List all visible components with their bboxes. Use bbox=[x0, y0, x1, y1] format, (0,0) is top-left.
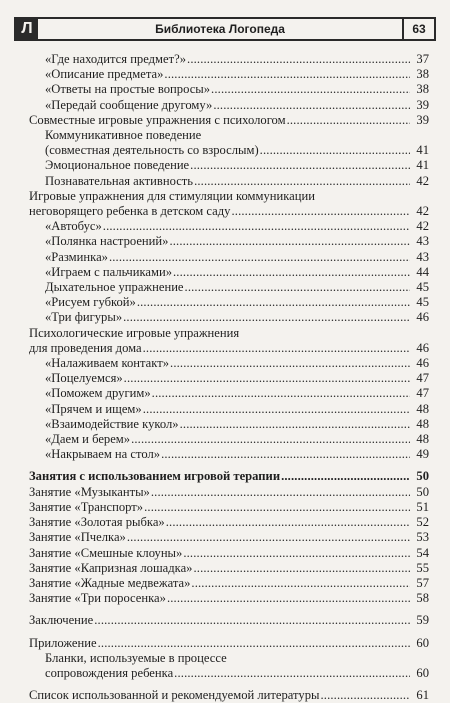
dot-leader bbox=[193, 561, 410, 576]
toc-entry-page: 42 bbox=[416, 173, 429, 188]
toc-entry-title: Познавательная активность bbox=[45, 173, 194, 188]
dot-leader bbox=[143, 341, 410, 356]
dot-leader bbox=[194, 174, 410, 189]
dot-leader bbox=[281, 469, 410, 484]
page-number: 63 bbox=[402, 19, 434, 39]
toc-entry-page: 41 bbox=[416, 158, 429, 173]
toc-entry-title: Эмоциональное поведение bbox=[45, 158, 190, 173]
dot-leader bbox=[127, 530, 410, 545]
toc-gap bbox=[29, 606, 429, 613]
toc-entry-title: Дыхательное упражнение bbox=[45, 280, 184, 295]
toc-entry-page: 58 bbox=[416, 591, 429, 606]
dot-leader bbox=[211, 82, 410, 97]
dot-leader bbox=[174, 666, 410, 681]
dot-leader bbox=[137, 295, 410, 310]
toc-entry bbox=[29, 417, 429, 432]
toc-entry-page: 42 bbox=[416, 204, 429, 219]
toc-gap bbox=[29, 629, 429, 636]
dot-leader bbox=[124, 371, 410, 386]
toc-entry-page: 51 bbox=[416, 499, 429, 514]
toc-entry-page: 43 bbox=[416, 234, 429, 249]
toc-entry-title: «Разминка» bbox=[45, 249, 108, 264]
toc-entry-page: 53 bbox=[416, 530, 429, 545]
toc-entry bbox=[29, 432, 429, 447]
toc-entry bbox=[29, 386, 429, 401]
toc-entry-page: 46 bbox=[416, 310, 429, 325]
toc-entry-title: Игровые упражнения для стимуляции коммуникации bbox=[29, 188, 315, 203]
dot-leader bbox=[183, 546, 410, 561]
toc-entry-page: 45 bbox=[416, 295, 429, 310]
toc-entry bbox=[29, 265, 429, 280]
dot-leader bbox=[260, 143, 410, 158]
series-title: Библиотека Логопеда bbox=[155, 22, 285, 36]
toc-entry bbox=[29, 447, 429, 462]
toc-entry-title: «Полянка настроений» bbox=[45, 234, 169, 249]
toc-entry-title: Занятие «Транспорт» bbox=[29, 499, 144, 514]
dot-leader bbox=[123, 310, 410, 325]
toc-entry-title: Приложение bbox=[29, 635, 97, 650]
toc-entry-page: 39 bbox=[416, 97, 429, 112]
toc-entry bbox=[29, 515, 429, 530]
toc-entry-page: 48 bbox=[416, 432, 429, 447]
toc-entry bbox=[29, 174, 429, 189]
toc-entry-page: 47 bbox=[416, 371, 429, 386]
toc-entry-title: «Рисуем губкой» bbox=[45, 295, 136, 310]
dot-leader bbox=[191, 576, 410, 591]
toc-entry-title: «Даем и берем» bbox=[45, 432, 131, 447]
toc-entry bbox=[29, 113, 429, 128]
running-header bbox=[14, 17, 436, 41]
toc-entry bbox=[29, 561, 429, 576]
dot-leader bbox=[320, 688, 410, 703]
toc-entry-title: «Прячем и ищем» bbox=[45, 401, 142, 416]
dot-leader bbox=[231, 204, 410, 219]
toc-gap bbox=[29, 462, 429, 469]
toc-entry bbox=[29, 67, 429, 82]
toc-entry bbox=[29, 98, 429, 113]
toc-entry-title: Занятие «Три поросенка» bbox=[29, 591, 166, 606]
toc-entry-title: Занятие «Пчелка» bbox=[29, 530, 126, 545]
toc-entry-title: «Играем с пальчиками» bbox=[45, 264, 172, 279]
toc-entry-title: «Автобус» bbox=[45, 219, 102, 234]
dot-leader bbox=[166, 515, 410, 530]
toc-entry-page: 48 bbox=[416, 416, 429, 431]
toc-entry-title: Занятие «Смешные клоуны» bbox=[29, 545, 183, 560]
toc-entry-page: 37 bbox=[416, 52, 429, 66]
toc-entry bbox=[29, 485, 429, 500]
toc-entry-title: Список использованной и рекомендуемой литературы bbox=[29, 688, 320, 703]
toc-entry-title: (совместная деятельность со взрослым) bbox=[45, 143, 259, 158]
toc-entry-page: 57 bbox=[416, 575, 429, 590]
toc-entry-page: 55 bbox=[416, 560, 429, 575]
toc-entry-title: «Накрываем на стол» bbox=[45, 447, 161, 462]
dot-leader bbox=[98, 636, 410, 651]
toc-entry bbox=[29, 651, 429, 681]
toc-entry bbox=[29, 688, 429, 703]
dot-leader bbox=[131, 432, 410, 447]
toc-entry-page: 43 bbox=[416, 249, 429, 264]
toc-entry bbox=[29, 326, 429, 356]
toc-entry-title: «Описание предмета» bbox=[45, 67, 164, 82]
toc-entry bbox=[29, 500, 429, 515]
toc-entry-page: 41 bbox=[416, 143, 429, 158]
toc-entry-title: Психологические игровые упражнения bbox=[29, 325, 240, 340]
toc-entry bbox=[29, 591, 429, 606]
dot-leader bbox=[161, 447, 410, 462]
toc-entry-title: «Налаживаем контакт» bbox=[45, 356, 170, 371]
dot-leader bbox=[143, 402, 410, 417]
dot-leader bbox=[187, 52, 410, 67]
toc-entry-page: 45 bbox=[416, 280, 429, 295]
toc-entry-title: «Ответы на простые вопросы» bbox=[45, 82, 211, 97]
toc-entry-page: 39 bbox=[416, 112, 429, 127]
toc-entry bbox=[29, 280, 429, 295]
toc-gap bbox=[29, 681, 429, 688]
toc-entry-title: «Поможем другим» bbox=[45, 386, 151, 401]
toc-entry-title: «Три фигуры» bbox=[45, 310, 123, 325]
dot-leader bbox=[144, 500, 410, 515]
toc-entry-title: сопровождения ребенка bbox=[45, 665, 174, 680]
dot-leader bbox=[169, 234, 410, 249]
toc-entry bbox=[29, 250, 429, 265]
toc-entry-page: 54 bbox=[416, 545, 429, 560]
toc-entry bbox=[29, 356, 429, 371]
series-logo: Л bbox=[16, 19, 38, 39]
toc-entry-title: для проведения дома bbox=[29, 340, 142, 355]
dot-leader bbox=[190, 158, 410, 173]
dot-leader bbox=[103, 219, 410, 234]
dot-leader bbox=[109, 250, 410, 265]
toc-entry-title: Совместные игровые упражнения с психологом bbox=[29, 112, 286, 127]
toc-entry-page: 60 bbox=[416, 665, 429, 680]
dot-leader bbox=[173, 265, 410, 280]
toc-entry-title: Занятия с использованием игровой терапии bbox=[29, 469, 281, 484]
dot-leader bbox=[167, 591, 410, 606]
toc-entry-title: «Где находится предмет?» bbox=[45, 52, 187, 66]
toc-entry-page: 47 bbox=[416, 386, 429, 401]
dot-leader bbox=[180, 417, 410, 432]
toc-entry-page: 38 bbox=[416, 67, 429, 82]
toc-entry-page: 42 bbox=[416, 219, 429, 234]
toc-entry-page: 44 bbox=[416, 264, 429, 279]
dot-leader bbox=[170, 356, 410, 371]
dot-leader bbox=[164, 67, 410, 82]
toc-entry bbox=[29, 158, 429, 173]
toc-entry bbox=[29, 371, 429, 386]
toc-entry-page: 48 bbox=[416, 401, 429, 416]
toc-entry-page: 50 bbox=[416, 484, 429, 499]
toc-entry bbox=[29, 469, 429, 484]
toc-entry-title: «Взаимодействие кукол» bbox=[45, 416, 179, 431]
toc-entry-page: 52 bbox=[416, 515, 429, 530]
toc-entry-page: 59 bbox=[416, 613, 429, 628]
toc-entry bbox=[29, 310, 429, 325]
toc-entry bbox=[29, 613, 429, 628]
toc-entry-page: 38 bbox=[416, 82, 429, 97]
toc-entry bbox=[29, 636, 429, 651]
toc-entry-page: 50 bbox=[416, 469, 429, 484]
dot-leader bbox=[152, 386, 410, 401]
toc-entry-title: «Передай сообщение другому» bbox=[45, 97, 213, 112]
toc-entry bbox=[29, 402, 429, 417]
toc-entry-title: Бланки, используемые в процессе bbox=[45, 650, 227, 665]
toc-entry bbox=[29, 234, 429, 249]
toc-entry bbox=[29, 530, 429, 545]
dot-leader bbox=[151, 485, 410, 500]
toc-entry-title: Занятие «Капризная лошадка» bbox=[29, 560, 193, 575]
toc-entry-page: 61 bbox=[416, 688, 429, 703]
toc-entry-page: 46 bbox=[416, 356, 429, 371]
toc-entry bbox=[29, 189, 429, 219]
table-of-contents bbox=[29, 52, 429, 703]
toc-entry bbox=[29, 128, 429, 158]
toc-entry-page: 49 bbox=[416, 447, 429, 462]
toc-entry bbox=[29, 546, 429, 561]
toc-entry bbox=[29, 82, 429, 97]
dot-leader bbox=[185, 280, 410, 295]
toc-entry-title: Заключение bbox=[29, 613, 94, 628]
toc-entry-page: 60 bbox=[416, 635, 429, 650]
toc-entry bbox=[29, 295, 429, 310]
toc-entry-title: неговорящего ребенка в детском саду bbox=[29, 204, 231, 219]
toc-entry-title: Занятие «Жадные медвежата» bbox=[29, 575, 191, 590]
dot-leader bbox=[213, 98, 410, 113]
toc-entry-page: 46 bbox=[416, 340, 429, 355]
toc-entry bbox=[29, 576, 429, 591]
dot-leader bbox=[94, 613, 410, 628]
toc-entry-title: «Поцелуемся» bbox=[45, 371, 123, 386]
toc-entry bbox=[29, 219, 429, 234]
dot-leader bbox=[287, 113, 410, 128]
toc-entry-title: Занятие «Золотая рыбка» bbox=[29, 515, 165, 530]
toc-entry bbox=[29, 52, 429, 67]
toc-entry-title: Занятие «Музыканты» bbox=[29, 484, 150, 499]
toc-entry-title: Коммуникативное поведение bbox=[45, 128, 202, 143]
